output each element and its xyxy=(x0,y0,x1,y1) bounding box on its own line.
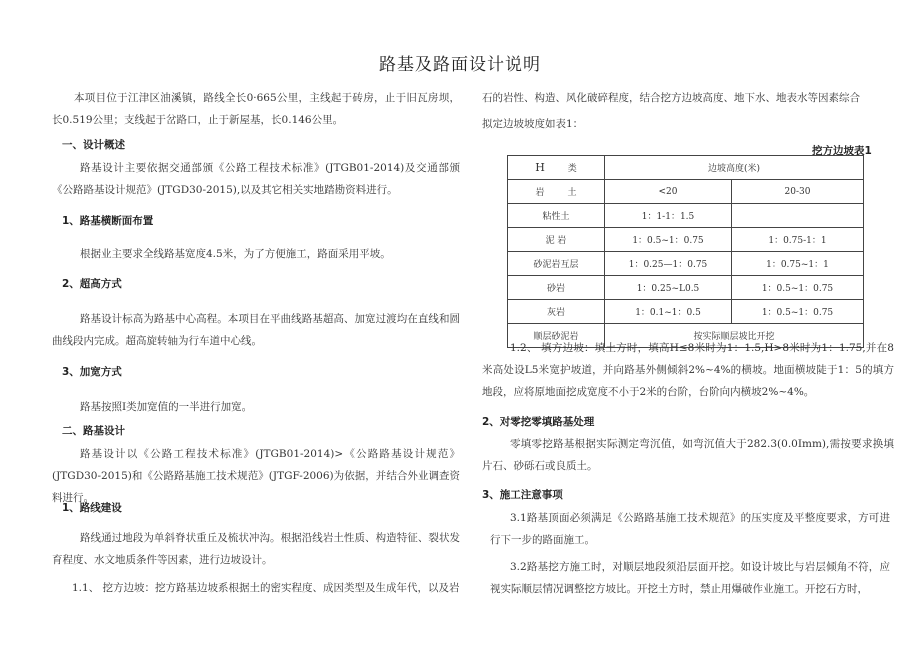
slope-table-intro: 拟定边坡坡度如表1： xyxy=(482,118,584,130)
table-header-cell xyxy=(508,156,605,180)
table-header-row xyxy=(508,156,864,180)
fill-slope-paragraph: 1.2、 填方边坡：填土方时，填高H≤8米时为1：1.5,H>8米时为1：1.75,并在8米高处设L5米宽护坡道，并向路基外侧倾斜2%~4%的横坡。地面横坡陡于1：5的填方地段，应将原地面挖成宽度不小于2米的台阶，台阶向内横坡2%~4%。 xyxy=(482,342,894,398)
table-caption: 挖方边坡表1 xyxy=(812,145,872,157)
header-20-30: 20-30 xyxy=(732,180,864,204)
table-header-row xyxy=(508,180,864,204)
table-cell: 砂岩 xyxy=(508,276,605,300)
zero-fill-paragraph: 零填零挖路基根据实际测定弯沉值，如弯沉值大于282.3(0.0Imm),需按要求换填片石、砂砾石或良质土。 xyxy=(482,438,894,472)
header-under-20: <20 xyxy=(605,180,732,204)
cut-slope-table xyxy=(507,155,864,348)
header-class-label: 类 xyxy=(567,164,577,174)
header-soil-label: 土 xyxy=(567,188,577,198)
document-title: 路基及路面设计说明 xyxy=(379,55,541,75)
superelevation-paragraph: 路基设计标高为路基中心高程。本项目在平曲线路基超高、加宽过渡均在直线和圆曲线段内完成。超高旋转轴为行车道中心线。 xyxy=(52,313,460,347)
table-cell: 1：0.5~1：0.75 xyxy=(732,276,864,300)
header-rock-label: 岩 xyxy=(535,188,545,198)
section-heading-subgrade-design: 二、路基设计 xyxy=(62,425,125,437)
section-heading-design-overview: 一、设计概述 xyxy=(62,139,125,151)
table-cell: 砂泥岩互层 xyxy=(508,252,605,276)
cross-section-paragraph: 根据业主要求全线路基宽度4.5米，为了方便施工，路面采用平坡。 xyxy=(80,248,391,260)
table-cell: 泥 岩 xyxy=(508,228,605,252)
cut-slope-paragraph: 1.1、 挖方边坡：挖方路基边坡系根据土的密实程度、成因类型及生成年代，以及岩 xyxy=(72,582,460,594)
table-row xyxy=(508,204,864,228)
table-cell: 1：1-1：1.5 xyxy=(605,204,732,228)
heading-cross-section: 1、路基横断面布置 xyxy=(62,215,154,227)
table-cell: 1：0.5~1：0.75 xyxy=(605,228,732,252)
table-row xyxy=(508,300,864,324)
header-slope-height: 边坡高度(米) xyxy=(605,156,864,180)
header-h-label: H xyxy=(535,161,545,174)
construction-note-1: 3.1路基顶面必须满足《公路路基施工技术规范》的压实度及平整度要求，方可进行下一步的路面施工。 xyxy=(490,512,890,546)
table-cell: 1：0.25~L0.5 xyxy=(605,276,732,300)
heading-construction-notes: 3、施工注意事项 xyxy=(482,489,563,501)
subgrade-design-paragraph: 路基设计以《公路工程技术标准》(JTGB01-2014)>《公路路基设计规范》(JTGD30-2015)和《公路路基施工技术规范》(JTGF-2006)为依据，并结合外业调查资料进行。 xyxy=(52,448,460,504)
widening-paragraph: 路基按照Ⅰ类加宽值的一半进行加宽。 xyxy=(80,401,253,413)
table-cell: 1：0.25—1：0.75 xyxy=(605,252,732,276)
rock-factors-paragraph: 石的岩性、构造、风化破碎程度，结合挖方边坡高度、地下水、地表水等因素综合 xyxy=(482,92,860,104)
intro-paragraph: 本项目位于江津区油溪镇，路线全长0·665公里，主线起于砖房，止于旧瓦房坝，长0.519公里；支线起于岔路口，止于新屋基，长0.146公里。 xyxy=(52,92,460,126)
table-row xyxy=(508,252,864,276)
table-cell: 1：0.75~1：1 xyxy=(732,252,864,276)
heading-zero-fill: 2、对零挖零填路基处理 xyxy=(482,416,595,428)
construction-note-2: 3.2路基挖方施工时，对顺层地段须沿层面开挖。如设计坡比与岩层倾角不符，应视实际顺层情况调整挖方坡比。开挖土方时，禁止用爆破作业施工。开挖石方时， xyxy=(490,561,890,595)
table-cell: 粘性土 xyxy=(508,204,605,228)
table-cell: 灰岩 xyxy=(508,300,605,324)
table-row xyxy=(508,276,864,300)
table-cell: 1：0.5~1：0.75 xyxy=(732,300,864,324)
heading-superelevation: 2、超高方式 xyxy=(62,278,122,290)
table-cell xyxy=(732,204,864,228)
table-row xyxy=(508,228,864,252)
table-cell: 1：0.1~1：0.5 xyxy=(605,300,732,324)
heading-route-construction: 1、路线建设 xyxy=(62,502,122,514)
table-cell: 按实际顺层坡比开挖 xyxy=(605,324,864,348)
heading-widening: 3、加宽方式 xyxy=(62,366,122,378)
table-cell: 顺层砂泥岩 xyxy=(508,324,605,348)
design-basis-paragraph: 路基设计主要依据交通部颁《公路工程技术标准》(JTGB01-2014)及交通部颁《公路路基设计规范》(JTGD30-2015),以及其它相关实地踏勘资料进行。 xyxy=(52,162,460,196)
route-construction-paragraph: 路线通过地段为单斜脊状重丘及梳状冲沟。根据沿线岩土性质、构造特征、裂状发育程度、水文地质条件等因素，进行边坡设计。 xyxy=(52,532,460,566)
table-cell: 1：0.75-1：1 xyxy=(732,228,864,252)
table-header-cell xyxy=(508,180,605,204)
